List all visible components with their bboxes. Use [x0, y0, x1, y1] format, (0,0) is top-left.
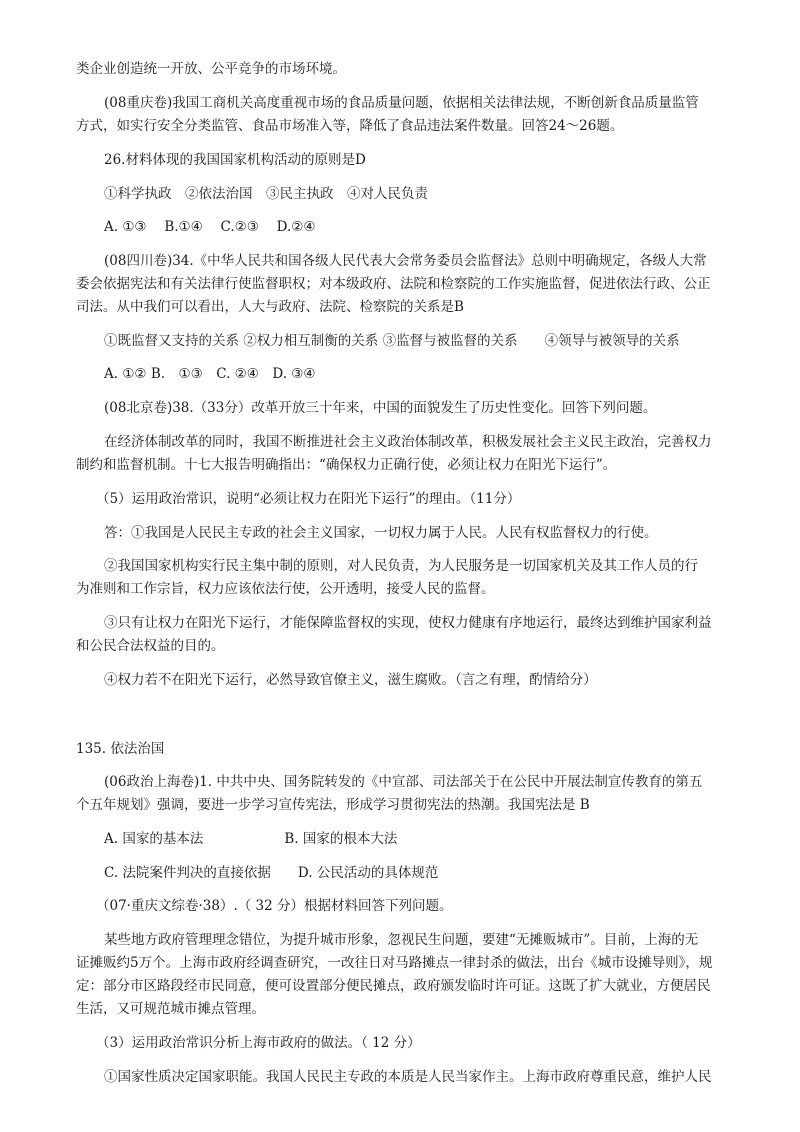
text-line: 个五年规划》强调，要进一步学习宣传宪法，形成学习贯彻宪法的热潮。我国宪法是 B — [76, 797, 590, 813]
text-line: 某些地方政府管理理念错位，为提升城市形象，忽视民生问题，要建“无摊贩城市”。目前，上海的无 — [104, 932, 699, 948]
text-line: A. ①③ B.①④ C.②③ D.②④ — [104, 219, 316, 235]
text-line: ②我国国家机构实行民主集中制的原则，对人民负责，为人民服务是一切国家机关及其工作人员的行 — [104, 558, 698, 574]
text-line: 司法。从中我们可以看出，人大与政府、法院、检察院的关系是B — [76, 299, 464, 315]
text-line: 和公民合法权益的目的。 — [76, 638, 225, 654]
text-line: (06政治上海卷)1. 中共中央、国务院转发的《中宣部、司法部关于在公民中开展法制宣传教育的第五 — [104, 774, 703, 790]
text-line: ④权力若不在阳光下运行，必然导致官僚主义，滋生腐败。（言之有理，酌情给分） — [104, 672, 597, 688]
text-line: (08四川卷)34.《中华人民共和国各级人民代表大会常务委员会监督法》总则中明确规定，各级人大常 — [104, 253, 707, 269]
text-line: 制约和监督机制。十七大报告明确指出：“确保权力正确行使，必须让权力在阳光下运行”。 — [76, 457, 617, 473]
text-line: 在经济体制改革的同时，我国不断推进社会主义政治体制改革，积极发展社会主义民主政治，完善权力 — [104, 434, 712, 450]
text-line: (08重庆卷)我国工商机关高度重视市场的食品质量问题，依据相关法律法规，不断创新食品质量监管 — [104, 95, 699, 111]
text-line: 26.材料体现的我国国家机构活动的原则是D — [104, 152, 366, 168]
text-line: C. 法院案件判决的直接依据 D. 公民活动的具体规范 — [104, 865, 439, 881]
text-line: （5）运用政治常识，说明“必须让权力在阳光下运行”的理由。（11分） — [96, 491, 521, 507]
text-line: 为准则和工作宗旨，权力应该依法行使，公开透明，接受人民的监督。 — [76, 581, 495, 597]
text-line: 类企业创造统一开放、公平竞争的市场环境。 — [76, 61, 346, 77]
text-line: 生活，又可规范城市摊点管理。 — [76, 1001, 265, 1017]
text-line: （07·重庆文综卷·38）.（ 32 分）根据材料回答下列问题。 — [96, 898, 453, 914]
text-line: 答：①我国是人民民主专政的社会主义国家，一切权力属于人民。人民有权监督权力的行使。 — [104, 525, 658, 541]
text-line: ①科学执政 ②依法治国 ③民主执政 ④对人民负责 — [104, 186, 428, 202]
text-line: （3）运用政治常识分析上海市政府的做法。（ 12 分） — [96, 1035, 421, 1051]
text-line: A. 国家的基本法 B. 国家的根本大法 — [104, 831, 398, 847]
text-line: 委会依据宪法和有关法律行使监督职权；对本级政府、法院和检察院的工作实施监督，促进依法行政、公正 — [76, 276, 711, 292]
text-line: A. ①② B. ①③ C. ②④ D. ③④ — [104, 366, 316, 382]
text-line: 定：部分市区路段经市民同意，便可设置部分便民摊点，政府颁发临时许可证。这既了扩大就业，方便居民 — [76, 978, 711, 994]
section-heading: 135. 依法治国 — [76, 741, 165, 757]
text-line: ③只有让权力在阳光下运行，才能保障监督权的实现，使权力健康有序地运行，最终达到维护国家利益 — [104, 615, 712, 631]
text-line: 方式，如实行安全分类监管、食品市场准入等，降低了食品违法案件数量。回答24～26题。 — [76, 118, 624, 134]
text-line: ①国家性质决定国家职能。我国人民民主专政的本质是人民当家作主。上海市政府尊重民意，维护人民 — [104, 1069, 712, 1085]
text-line: (08北京卷)38.（33分）改革开放三十年来，中国的面貌发生了历史性变化。回答下列问题。 — [104, 400, 657, 416]
text-line: 证摊贩约5万个。上海市政府经调查研究，一改往日对马路摊点一律封杀的做法，出台《城市设摊导则》，规 — [76, 955, 713, 971]
text-line: ①既监督又支持的关系 ②权力相互制衡的关系 ③监督与被监督的关系 ④领导与被领导的关系 — [104, 333, 680, 349]
